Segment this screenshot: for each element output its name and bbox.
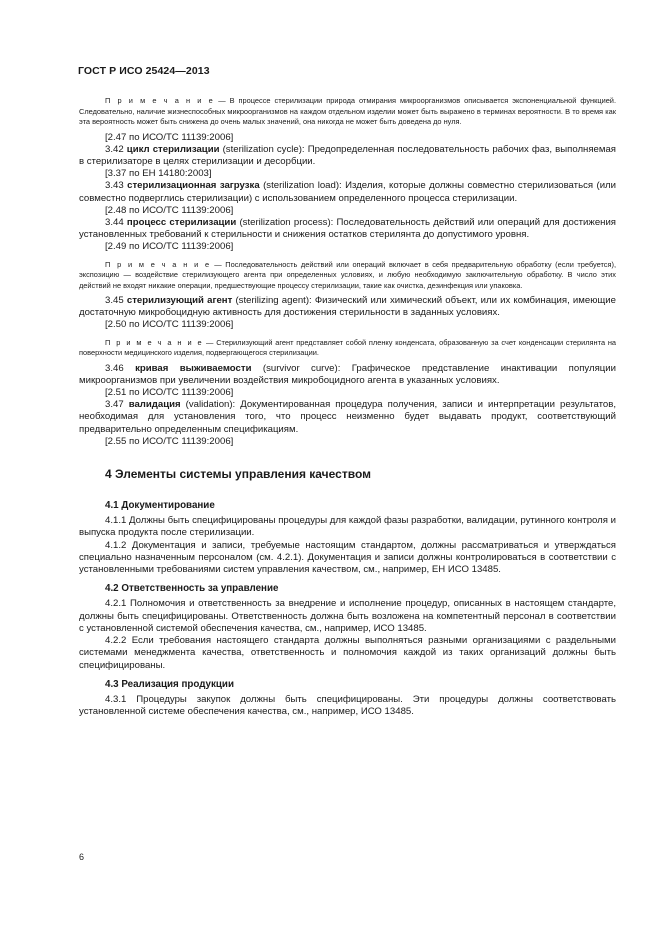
term-number: 3.46 — [105, 362, 124, 374]
clause-4-3-1: 4.3.1 Процедуры закупок должны быть специфицированы. Эти процедуры должны соответствовать установленной системе обеспечения качества, см., например, ИСО 13485. — [79, 693, 616, 718]
section-heading-4: 4 Элементы системы управления качеством — [105, 467, 371, 482]
subsection-heading-4-2: 4.2 Ответственность за управление — [105, 583, 279, 595]
note-paragraph — [79, 338, 616, 359]
note-label: П р и м е ч а н и е — [105, 96, 215, 105]
term-number: 3.45 — [105, 295, 124, 307]
clause-4-2-2: 4.2.2 Если требования настоящего стандарта должны выполняться разными организациями с раздельными системами менеджмента качества, ответственность и полномочия каждой из таких организаций должны быть специфицированы. — [79, 635, 616, 671]
term-definition: (sterilization process): Последовательность действий или операций для достижения установленных требований к стерильности и снижения остатков стерилянта до допустимого уровня. — [79, 216, 617, 241]
term-name: кривая выживаемости — [135, 362, 252, 374]
note-paragraph — [79, 96, 616, 128]
term-name: стерилизующий агент — [126, 295, 233, 307]
note-text: — В процессе стерилизации природа отмирания микроорганизмов описывается экспоненциальной функцией. Следовательно, наличие жизнеспособных микроорганизмов на каждом отдельном изделии может быть выражено в терминах вероятности. В то время как эта вероятность может быть снижена до очень малых значений, она никогда не может быть доведена до нуля. — [79, 96, 616, 126]
term-number: 3.44 — [105, 216, 124, 228]
note-paragraph — [79, 260, 616, 292]
note-label: П р и м е ч а н и е — [105, 259, 211, 269]
note-text: — Стерилизующий агент представляет собой пленку конденсата, образованную за счет конденсации стерилянта на поверхности медицинского изделия, подвергающегося стерилизации. — [79, 337, 617, 358]
subsection-heading-4-3: 4.3 Реализация продукции — [105, 678, 234, 690]
term-name: процесс стерилизации — [126, 216, 237, 228]
term-3-46 — [79, 363, 616, 387]
term-3-44 — [79, 217, 616, 241]
term-definition: (sterilization load): Изделия, которые должны совместно стерилизоваться (или совместно подверглись стерилизации) с использованием определенного процесса стерилизации. — [79, 180, 617, 204]
reference: [3.37 по ЕН 14180:2003] — [105, 168, 212, 180]
page-body — [79, 96, 616, 718]
term-3-42 — [79, 144, 616, 168]
reference: [2.51 по ИСО/ТС 11139:2006] — [105, 387, 234, 399]
term-name: цикл стерилизации — [126, 143, 220, 155]
term-definition: (sterilization cycle): Предопределенная последовательность рабочих фаз, выполняемая в стерилизаторе в целях стерилизации и десорбции. — [79, 143, 617, 167]
reference: [2.55 по ИСО/ТС 11139:2006] — [105, 435, 234, 447]
term-number: 3.42 — [105, 143, 124, 155]
reference: [2.47 по ИСО/ТС 11139:2006] — [105, 131, 234, 143]
term-3-47 — [79, 399, 616, 436]
running-header: ГОСТ Р ИСО 25424—2013 — [78, 65, 210, 77]
reference: [2.48 по ИСО/ТС 11139:2006] — [105, 204, 234, 216]
term-3-45 — [79, 295, 616, 319]
term-name: валидация — [128, 399, 181, 411]
term-name: стерилизационная загрузка — [127, 180, 260, 192]
page-number: 6 — [79, 852, 85, 862]
reference: [2.49 по ИСО/ТС 11139:2006] — [105, 241, 234, 253]
term-definition: (survivor curve): Графическое представление инактивации популяции микроорганизмов при увеличении воздействия микробоцидного агента в указанных условиях. — [79, 362, 616, 386]
term-number: 3.47 — [105, 399, 124, 411]
note-text: — Последовательность действий или операций включает в себя предварительную обработку (если требуется), экспозицию — воздействие стерилизующего агента при определенных условиях, и любую необходимую заключительную обработку. В число этих действий не входят никакие операции, предшествующие процессу стерилизации, такие как очистка, дезинфекция или упаковка. — [79, 259, 617, 290]
term-definition: (sterilizing agent): Физический или химический объект, или их комбинация, имеющие достаточную микробоцидную активность для достижения стерильности в заданных условиях. — [79, 295, 616, 319]
clause-4-1-2: 4.1.2 Документация и записи, требуемые настоящим стандартом, должны рассматриваться и утверждаться специально назначенным персоналом (см. 4.2.1). Документация и записи должны контролироваться в соответствии с установленными требованиями систем управления качеством, см., например, ЕН ИСО 13485. — [79, 539, 616, 576]
term-definition: (validation): Документированная процедура получения, записи и интерпретации результатов, необходимая для установления того, что процесс неизменно будет выдавать продукт, соответствующий предварительно определенным спецификациям. — [79, 399, 616, 435]
reference: [2.50 по ИСО/ТС 11139:2006] — [105, 319, 234, 331]
subsection-heading-4-1: 4.1 Документирование — [105, 500, 215, 512]
term-number: 3.43 — [105, 180, 124, 192]
term-3-43 — [79, 180, 616, 204]
note-label: П р и м е ч а н и е — [105, 337, 204, 347]
clause-4-2-1: 4.2.1 Полномочия и ответственность за внедрение и исполнение процедур, описанных в настоящем стандарте, должны быть специфицированы. Ответственность должна быть возложена на компетентный персонал в соответствии с установленной системой обеспечения качества, см., например, ИСО 13485. — [79, 598, 616, 634]
clause-4-1-1: 4.1.1 Должны быть специфицированы процедуры для каждой фазы разработки, валидации, рутинного контроля и выпуска продукта после стерилизации. — [79, 515, 616, 539]
